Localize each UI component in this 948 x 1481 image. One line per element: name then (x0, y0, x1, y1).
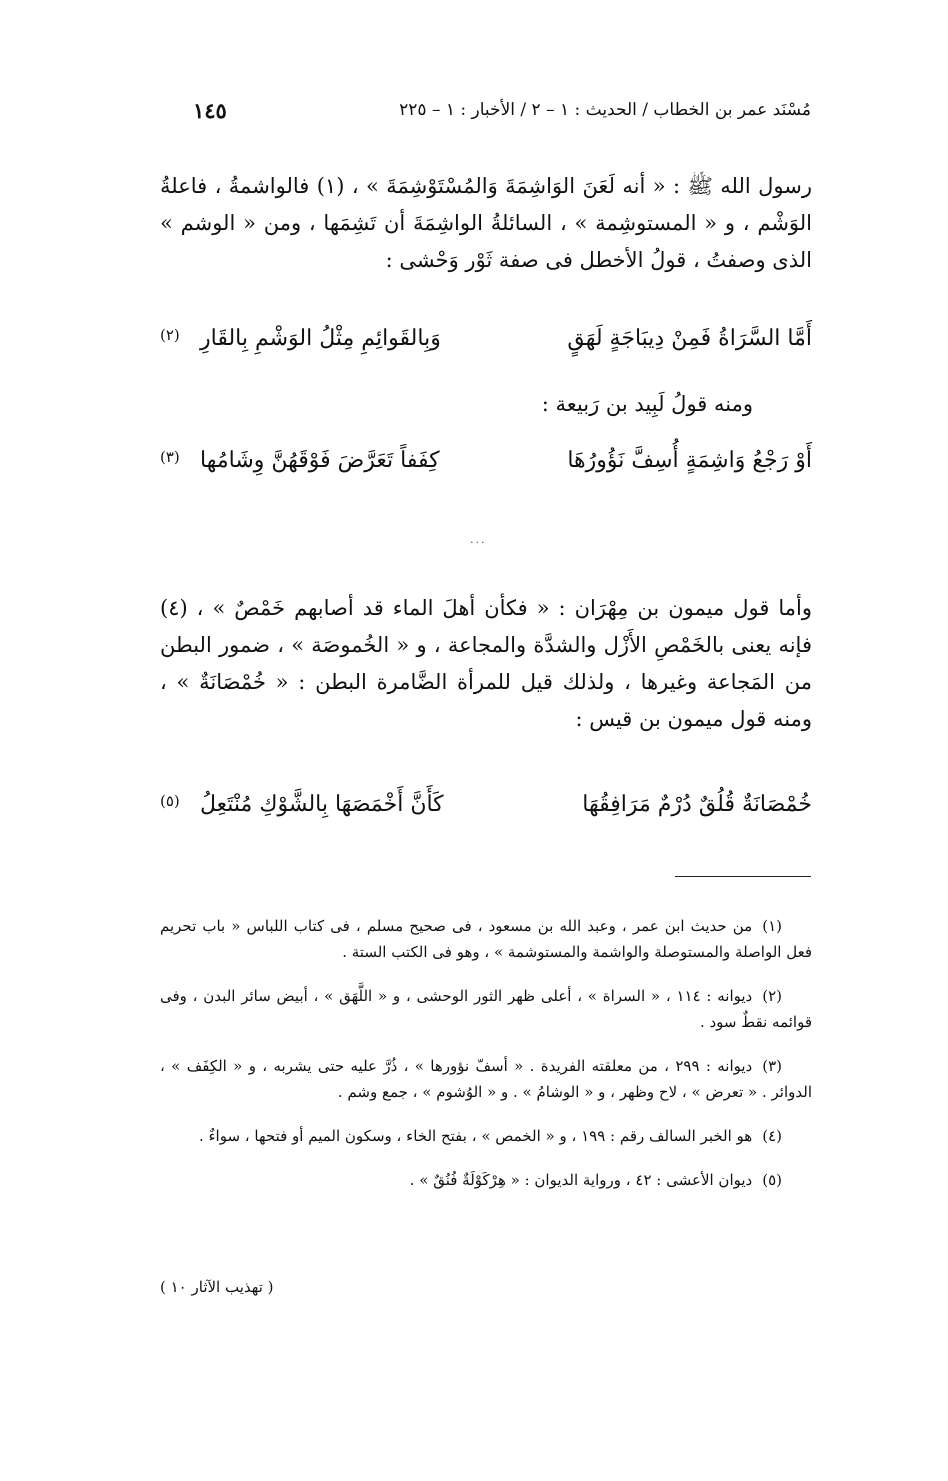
footnote-3 (160, 1053, 812, 1105)
footnote-number: (٥) (762, 1171, 782, 1189)
footnote-text: ديوانه : ٢٩٩ ، من معلقته الفريدة . « أسفّ نؤورها » ، ذُرَّ عليه حتى يشربه ، و « الكِفَف » ، الدوائر . « تعرض » ، لاح وظهر ، و « الوشامُ » . و « الوُشوم » ، جمع وشم . (160, 1057, 812, 1101)
footnote-text: من حديث ابن عمر ، وعبد الله بن مسعود ، فى صحيح مسلم ، فى كتاب اللباس « باب تحريم فعل الواصلة والمستوصلة والواشمة والمستوشمة » ، وهو فى الكتب الستة . (160, 917, 812, 961)
running-header (175, 100, 811, 130)
verse-maymun (160, 792, 812, 832)
section-separator: ... (470, 533, 487, 546)
body-paragraph-2 (160, 590, 812, 738)
footnote-reference: (٥) (160, 792, 180, 810)
footnote-reference: (٣) (160, 448, 180, 466)
verse-labid (160, 448, 812, 488)
paragraph-text: رسول الله ﷺ : « أنه لَعَنَ الوَاشِمَةَ وَالمُسْتَوْشِمَةَ » ، (١) فالواشمةُ ، فاعلةُ الوَشْم ، و « المستوشِمة » ، السائلةُ الواشِمَةَ أن تَشِمَها ، ومن « الوشم » الذى وصفتُ ، قولُ الأخطل فى صفة ثَوْر وَحْشى : (160, 174, 812, 272)
verse-second-hemistich: كَأَنَّ أَخْمَصَهَا بِالشَّوْكِ مُنْتَعِلُ (200, 792, 444, 817)
footnote-2 (160, 983, 812, 1035)
footnote-text: هو الخبر السالف رقم : ١٩٩ ، و « الخمص » ، بفتح الخاء ، وسكون الميم أو فتحها ، سواءٌ . (198, 1127, 753, 1145)
page-number: ١٤٥ (193, 98, 227, 123)
signature-mark: ( تهذيب الآثار ١٠ ) (160, 1278, 274, 1296)
body-paragraph-1 (160, 168, 812, 279)
footnote-text: ديوانه : ١١٤ ، « السراة » ، أعلى ظهر الثور الوحشى ، و « اللَّهَق » ، أبيض سائر البدن ، وفى قوائمه نقطٌ سود . (160, 987, 812, 1031)
verse-first-hemistich: أَمَّا السَّرَاةُ فَمِنْ دِيبَاجَةٍ لَهَقٍ (567, 326, 812, 351)
verse-akhtal (160, 326, 812, 366)
footnote-number: (١) (762, 917, 782, 935)
footnote-divider (675, 876, 811, 877)
footnote-number: (٢) (762, 987, 783, 1005)
header-title: مُسْنَد عمر بن الخطاب / الحديث : ١ – ٢ / الأخبار : ١ – ٢٢٥ (399, 100, 811, 120)
verse-first-hemistich: أَوْ رَجْعُ وَاشِمَةٍ أُسِفَّ نَؤُورُهَا (567, 448, 812, 473)
footnote-1 (160, 913, 812, 965)
footnote-number: (٤) (762, 1127, 782, 1145)
footnote-text: ديوان الأعشى : ٤٢ ، ورواية الديوان : « هِرْكَوْلَةٌ فُنُقٌ » . (409, 1171, 753, 1189)
footnote-number: (٣) (762, 1057, 783, 1075)
verse-second-hemistich: كِفَفاً تَعَرَّضَ فَوْقَهُنَّ وِشَامُها (200, 448, 440, 473)
paragraph-text: وأما قول ميمون بن مِهْرَان : « فكأن أهلَ الماء قد أصابهم خَمْصٌ » ، (٤) فإنه يعنى بالخَمْصِ الأَزْل والشدَّة والمجاعة ، و « الخُموصَة » ، ضمور البطن من المَجاعة وغيرها ، ولذلك قيل للمرأة الضَّامرة البطن : « خُمْصَانَةٌ » ، ومنه قول ميمون بن قيس : (160, 596, 812, 731)
verse-first-hemistich: خُمْصَانَةٌ قُلُقٌ دُرْمٌ مَرَافِقُهَا (582, 792, 812, 817)
footnote-4 (160, 1123, 812, 1149)
verse-second-hemistich: وَبِالقَوائِمِ مِثْلُ الوَشْمِ بِالقَارِ (200, 326, 441, 351)
footnote-reference: (٢) (160, 326, 180, 344)
footnotes (160, 913, 812, 1211)
intro-line-labid: ومنه قولُ لَبِيد بن رَبيعة : (541, 392, 753, 416)
footnote-5 (160, 1167, 812, 1193)
